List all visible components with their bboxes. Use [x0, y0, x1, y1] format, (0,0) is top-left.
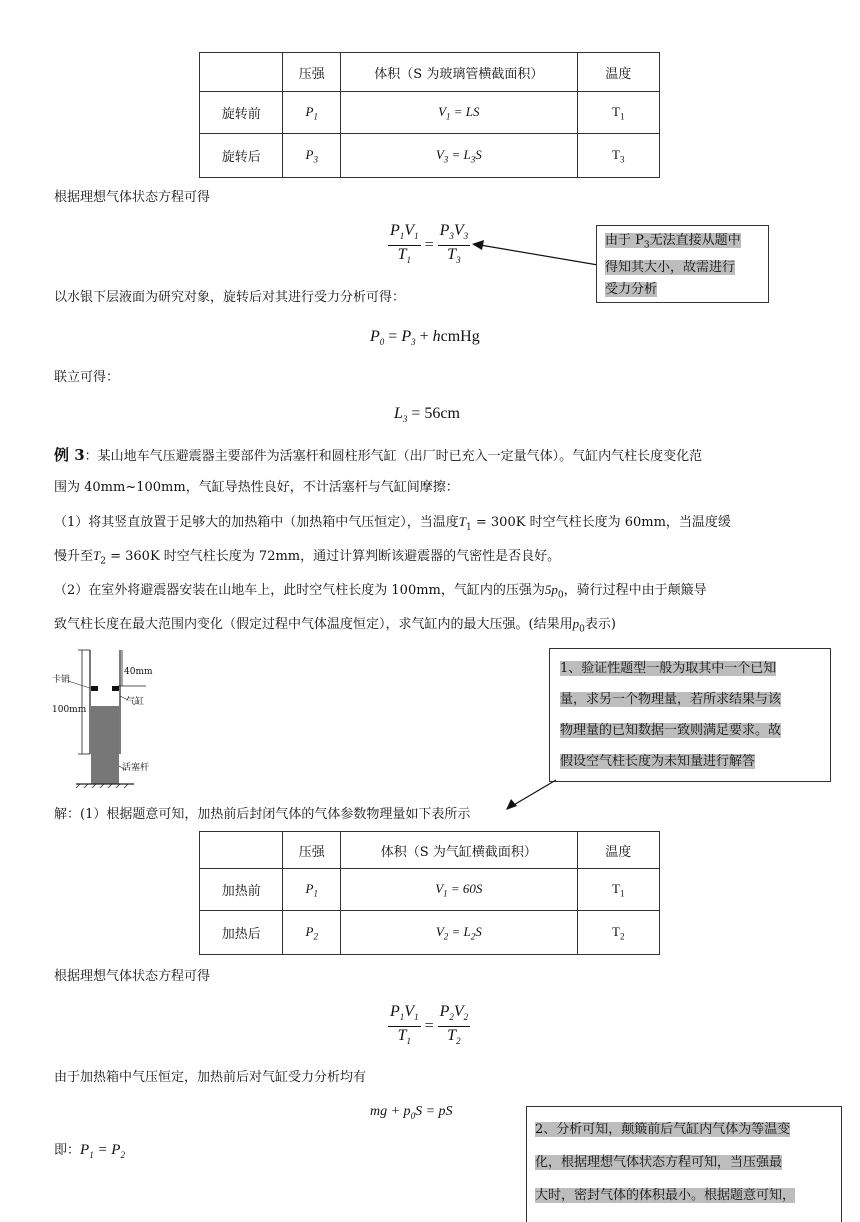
annotation-note-pressure: 由于 $P_3$无法直接从题中 得知其大小，故需进行 受力分析 — [596, 225, 769, 303]
label-cylinder: 气缸 — [126, 697, 145, 707]
table-header-cell — [200, 832, 283, 869]
note-text: 无法直接从题中 — [649, 233, 741, 248]
table-header-cell: 温度 — [577, 53, 660, 92]
table-heating — [199, 831, 660, 955]
table-row — [200, 92, 660, 134]
label-100mm: 100mm — [52, 705, 87, 715]
table-header-cell: 温度 — [577, 832, 660, 869]
pressure-cell: $P_1$ — [283, 869, 341, 911]
force-balance-equation: $P_0 = P_3$ + hcmHg — [370, 328, 480, 348]
example-3-line2: 围为 40mm~100mm，气缸导热性良好，不计活塞杆与气缸间摩擦： — [54, 480, 459, 495]
table-row — [200, 869, 660, 911]
label-rod: 活塞杆 — [122, 763, 150, 773]
table-header-cell — [200, 53, 283, 92]
table-header-cell: 体积（S 为玻璃管横截面积） — [341, 53, 577, 92]
note-text: 化，根据理想气体状态方程可知，当压强最 — [535, 1155, 783, 1170]
annotation-note-verification — [549, 648, 831, 782]
note-text: 得知其大小，故需进行 — [605, 259, 736, 275]
equality-text: 即：$P_1 = P_2$ — [54, 1142, 125, 1160]
arrow-icon — [500, 778, 560, 812]
note-text: 大时，密封气体的体积最小。根据题意可知， — [535, 1188, 796, 1203]
table-row — [200, 911, 660, 955]
gas-law-equation: $\frac{P_1V_1}{T_1}$ = $\frac{P_3V_3}{T_3}$ — [390, 222, 469, 266]
volume-cell: $V_3 = L_3S$ — [341, 134, 577, 178]
annotation-note-isothermal — [526, 1106, 842, 1222]
row-label: 旋转前 — [200, 92, 283, 134]
example-3-line1: 例 3：某山地车气压避震器主要部件为活塞杆和圆柱形气缸（出厂时已充入一定量气体）。气缸内气柱长度变化范 — [54, 446, 703, 464]
study-object-text: 以水银下层液面为研究对象，旋转后对其进行受力分析可得： — [54, 290, 406, 305]
note-text: 受力分析 — [605, 281, 658, 297]
note-text: 1、验证性题型一般为取其中一个已知 — [560, 661, 777, 676]
volume-cell: $V_1 = 60S$ — [341, 869, 577, 911]
temperature-cell: $T_3$ — [577, 134, 660, 178]
question-2-line1: （2）在室外将避震器安装在山地车上，此时空气柱长度为 100mm，气缸内的压强为$5p_0$，骑行过程中由于颠簸导 — [54, 582, 707, 601]
pressure-cell: $P_2$ — [283, 911, 341, 955]
result-equation: $L_3 = 56cm$ — [394, 405, 460, 425]
constant-pressure-text: 由于加热箱中气压恒定，加热前后对气缸受力分析均有 — [54, 1070, 367, 1085]
combine-text: 联立可得： — [54, 370, 120, 385]
temperature-cell: $T_1$ — [577, 869, 660, 911]
solution-intro: 解：(1）根据题意可知，加热前后封闭气体的气体参数物理量如下表所示 — [54, 807, 471, 822]
row-label: 加热前 — [200, 869, 283, 911]
note-text: 假设空气柱长度为未知量进行解答 — [560, 754, 756, 769]
note-text: 物理量的已知数据一致则满足要求。故 — [560, 723, 782, 738]
table-header-cell: 体积（S 为气缸横截面积） — [341, 832, 577, 869]
question-1-line2: 慢升至$T_2 = 360K$ 时空气柱长度为 72mm，通过计算判断该避震器的气密性是否良好。 — [54, 548, 561, 567]
table-rotation — [199, 52, 660, 178]
ideal-gas-intro: 根据理想气体状态方程可得 — [54, 190, 211, 205]
volume-cell: $V_2 = L_2S$ — [341, 911, 577, 955]
note-text: 由于 P — [605, 233, 644, 248]
temperature-cell: $T_1$ — [577, 92, 660, 134]
row-label: 旋转后 — [200, 134, 283, 178]
question-2-line2: 致气柱长度在最大范围内变化（假定过程中气体温度恒定），求气缸内的最大压强。(结果用$p_0$表示) — [54, 616, 616, 635]
row-label: 加热后 — [200, 911, 283, 955]
ideal-gas-intro-2: 根据理想气体状态方程可得 — [54, 969, 211, 984]
temperature-cell: $T_2$ — [577, 911, 660, 955]
arrow-icon — [470, 234, 600, 268]
pressure-cell: $P_3$ — [283, 134, 341, 178]
question-1-line1: （1）将其竖直放置于足够大的加热箱中（加热箱中气压恒定），当温度$T_1 = 300K$ 时空气柱长度为 60mm，当温度缓 — [54, 514, 731, 533]
table-header-row — [200, 832, 660, 869]
table-header-row — [200, 53, 660, 92]
force-equation: mg + $p_0S$ = pS — [370, 1104, 453, 1121]
pressure-cell: $P_1$ — [283, 92, 341, 134]
label-pin: 卡销 — [52, 675, 71, 685]
note-text: 2、分析可知，颠簸前后气缸内气体为等温变 — [535, 1122, 791, 1137]
volume-cell: $V_1$ = LS — [341, 92, 577, 134]
table-row — [200, 134, 660, 178]
gas-law-equation-2: $\frac{P_1V_1}{T_1}$ = $\frac{P_2V_2}{T_2}$ — [390, 1003, 469, 1047]
table-header-cell: 压强 — [283, 832, 341, 869]
table-header-cell: 压强 — [283, 53, 341, 92]
label-40mm: 40mm — [124, 667, 153, 677]
note-text: 量，求另一个物理量，若所求结果与该 — [560, 692, 782, 707]
shock-absorber-figure — [50, 648, 170, 788]
